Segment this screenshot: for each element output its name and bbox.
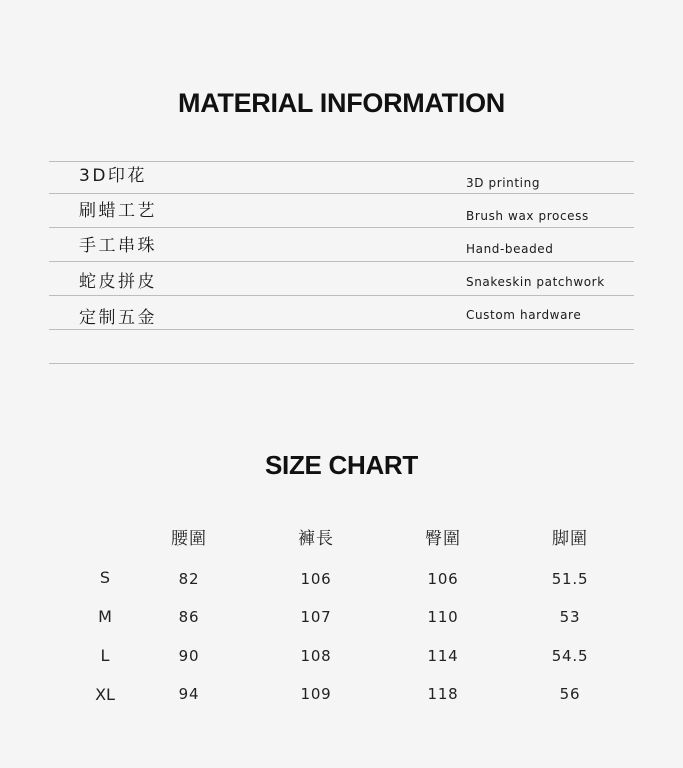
material-label-cn: 定制五金	[79, 308, 157, 328]
size-label: XL	[95, 685, 115, 704]
material-label-en: Hand-beaded	[466, 242, 554, 256]
size-label: L	[100, 646, 110, 665]
table-cell: 118	[427, 685, 459, 703]
material-label-en: Snakeskin patchwork	[466, 275, 605, 289]
material-label-cn: 蛇皮拼皮	[79, 272, 157, 292]
row-divider	[49, 193, 634, 194]
table-cell: 82	[178, 570, 200, 588]
table-cell: 86	[178, 608, 200, 626]
column-header: 脚圍	[552, 529, 588, 549]
size-label: M	[98, 607, 112, 626]
table-cell: 53	[559, 608, 581, 626]
material-label-cn: 3D印花	[79, 166, 147, 186]
table-cell: 94	[178, 685, 200, 703]
table-cell: 107	[300, 608, 332, 626]
material-label-cn: 刷蜡工艺	[79, 201, 157, 221]
row-divider	[49, 295, 634, 296]
row-divider	[49, 261, 634, 262]
size-chart-title: SIZE CHART	[264, 450, 418, 480]
table-cell: 114	[427, 647, 459, 665]
table-cell: 110	[427, 608, 459, 626]
column-header: 臀圍	[425, 529, 461, 549]
size-label: S	[99, 568, 111, 587]
material-label-en: Brush wax process	[466, 209, 589, 223]
table-cell: 109	[300, 685, 332, 703]
material-label-en: Custom hardware	[466, 308, 582, 322]
row-divider	[49, 161, 634, 162]
table-cell: 108	[300, 647, 332, 665]
table-cell: 106	[427, 570, 459, 588]
table-cell: 56	[559, 685, 581, 703]
material-label-en: 3D printing	[466, 176, 541, 190]
column-header: 腰圍	[171, 529, 207, 549]
row-divider	[49, 363, 634, 364]
table-cell: 90	[178, 647, 200, 665]
table-cell: 51.5	[551, 570, 589, 588]
table-cell: 54.5	[551, 647, 589, 665]
column-header: 褲長	[298, 529, 334, 549]
material-label-cn: 手工串珠	[79, 236, 157, 256]
row-divider	[49, 227, 634, 228]
table-cell: 106	[300, 570, 332, 588]
material-information-title: MATERIAL INFORMATION	[178, 88, 505, 118]
row-divider	[49, 329, 634, 330]
